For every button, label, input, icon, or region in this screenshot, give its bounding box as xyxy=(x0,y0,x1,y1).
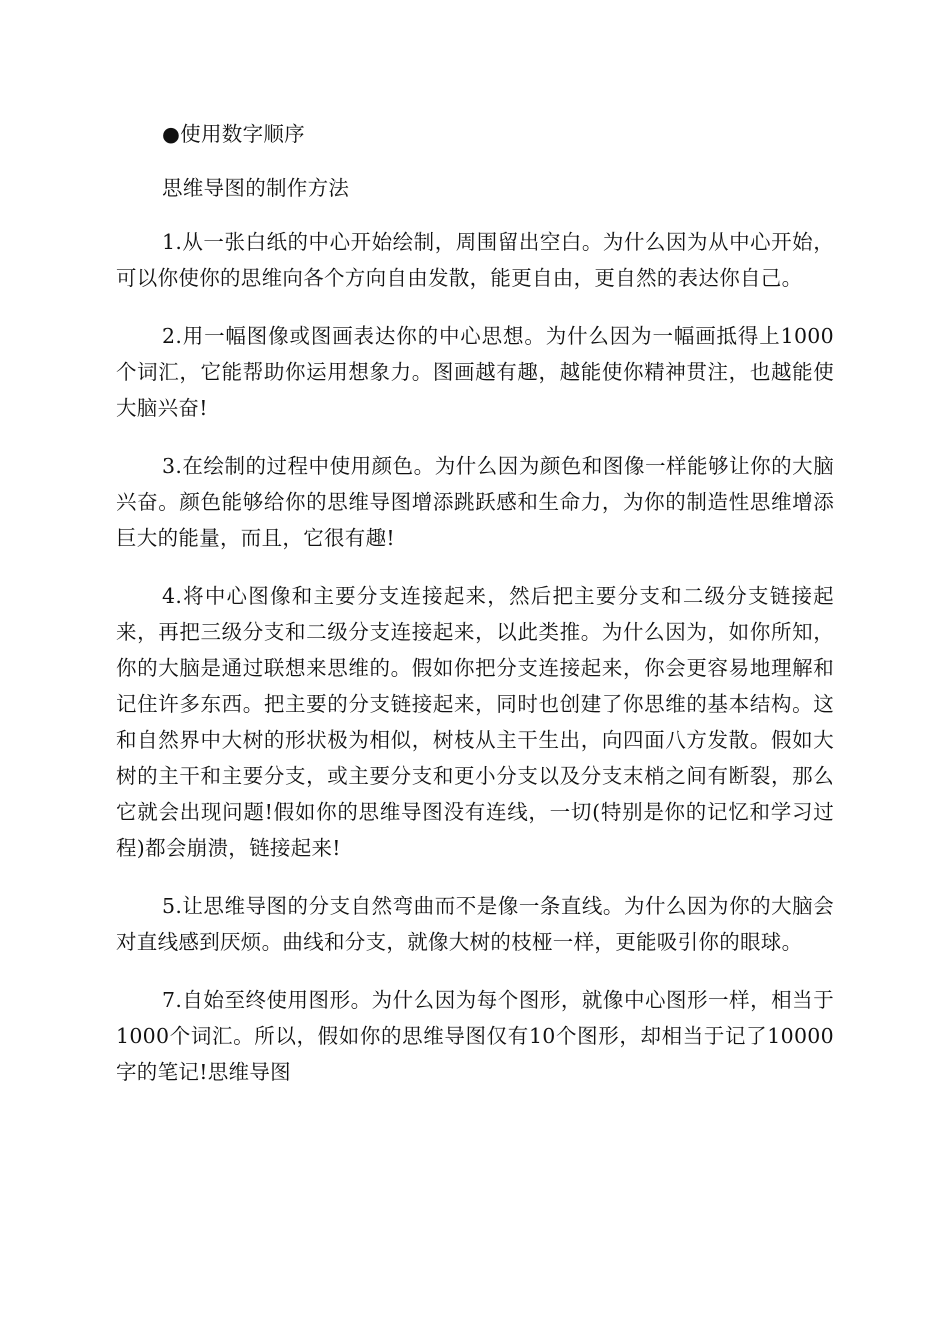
paragraph-5: 5.让思维导图的分支自然弯曲而不是像一条直线。为什么因为你的大脑会对直线感到厌烦。曲线和分支，就像大树的枝桠一样，更能吸引你的眼球。 xyxy=(116,894,834,954)
paragraph-3: 3.在绘制的过程中使用颜色。为什么因为颜色和图像一样能够让你的大脑兴奋。颜色能够给你的思维导图增添跳跃感和生命力，为你的制造性思维增添巨大的能量，而且，它很有趣! xyxy=(116,454,834,550)
paragraph-7: 7.自始至终使用图形。为什么因为每个图形，就像中心图形一样，相当于1000个词汇。所以，假如你的思维导图仅有10个图形，却相当于记了10000字的笔记!思维导图 xyxy=(116,988,834,1084)
paragraph-1: 1.从一张白纸的中心开始绘制，周围留出空白。为什么因为从中心开始，可以你使你的思维向各个方向自由发散，能更自由，更自然的表达你自己。 xyxy=(116,230,834,290)
document-page xyxy=(116,116,834,1112)
paragraph-4: 4.将中心图像和主要分支连接起来，然后把主要分支和二级分支链接起来，再把三级分支和二级分支连接起来，以此类推。为什么因为，如你所知，你的大脑是通过联想来思维的。假如你把分支连接起来，你会更容易地理解和记住许多东西。把主要的分支链接起来，同时也创建了你思维的基本结构。这和自然界中大树的形状极为相似，树枝从主干生出，向四面八方发散。假如大树的主干和主要分支，或主要分支和更小分支以及分支末梢之间有断裂，那么它就会出现问题!假如你的思维导图没有连线，一切(特别是你的记忆和学习过程)都会崩溃，链接起来! xyxy=(116,584,834,860)
section-heading: 思维导图的制作方法 xyxy=(162,176,350,200)
paragraph-2: 2.用一幅图像或图画表达你的中心思想。为什么因为一幅画抵得上1000个词汇，它能帮助你运用想象力。图画越有趣，越能使你精神贯注，也越能使大脑兴奋! xyxy=(116,324,834,420)
bullet-line: ●使用数字顺序 xyxy=(162,122,305,146)
